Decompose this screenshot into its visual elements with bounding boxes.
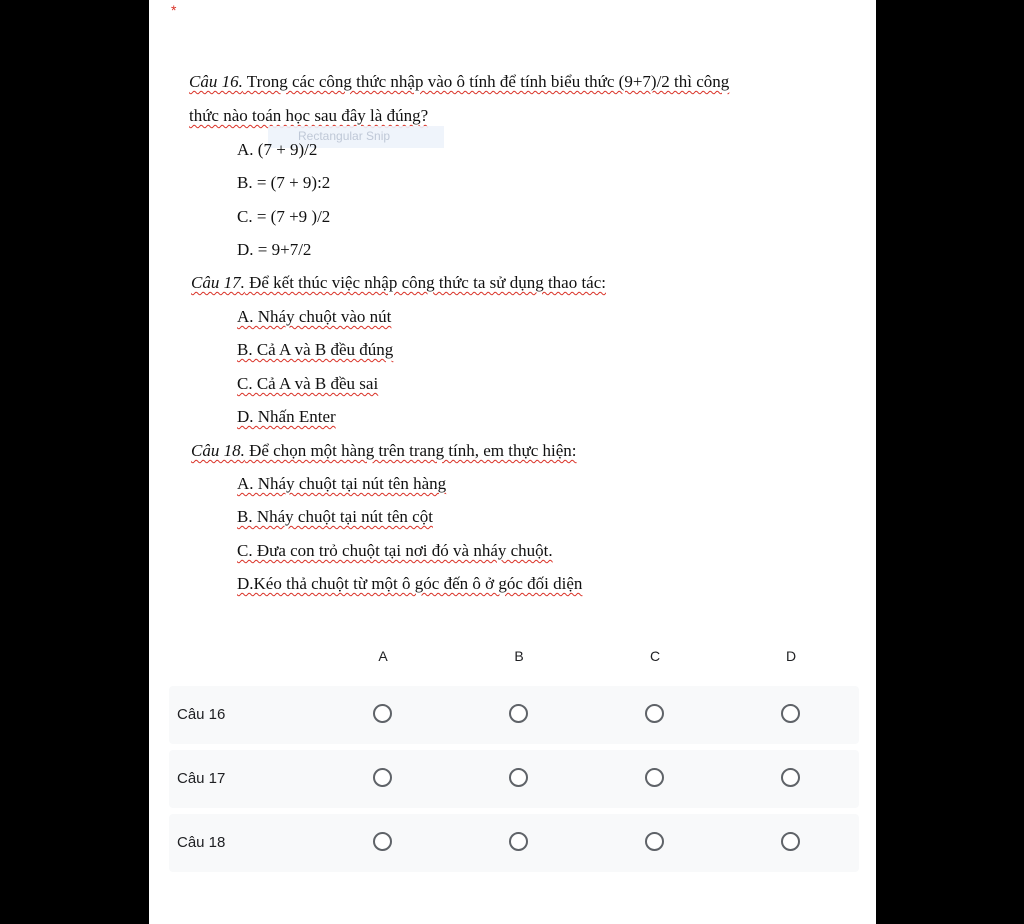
grid-row-label: Câu 17 (177, 770, 226, 787)
radio-cau-18-c[interactable] (645, 832, 664, 851)
column-header-b: B (514, 648, 524, 664)
question-17-option-d: D. Nhấn Enter (237, 407, 336, 426)
radio-cau-17-a[interactable] (373, 768, 392, 787)
grid-row-label: Câu 16 (177, 706, 226, 723)
question-image (149, 0, 876, 610)
radio-cau-18-d[interactable] (781, 832, 800, 851)
radio-cau-16-c[interactable] (645, 704, 664, 723)
question-17-option-c: C. Cả A và B đều sai (237, 374, 379, 393)
question-18-option-b: B. Nháy chuột tại nút tên cột (237, 507, 433, 526)
radio-cau-18-a[interactable] (373, 832, 392, 851)
grid-row-cau-17 (169, 750, 859, 808)
question-18-number: Câu 18. (191, 441, 245, 460)
question-16-title-line2: thức nào toán học sau đây là đúng? (189, 106, 429, 125)
radio-cau-16-b[interactable] (509, 704, 528, 723)
question-18-option-d: D.Kéo thả chuột từ một ô góc đến ô ở góc đối diện (237, 574, 583, 593)
required-asterisk: * (171, 2, 177, 18)
question-17-option-b: B. Cả A và B đều đúng (237, 340, 394, 359)
question-16-option-a: A. (7 + 9)/2 (237, 140, 318, 159)
radio-cau-17-c[interactable] (645, 768, 664, 787)
grid-row-label: Câu 18 (177, 834, 226, 851)
question-17-title: Câu 17. Để kết thúc việc nhập công thức ta sử dụng thao tác: (191, 273, 606, 292)
grid-row-cau-16 (169, 686, 859, 744)
radio-cau-18-b[interactable] (509, 832, 528, 851)
grid-row-cau-18 (169, 814, 859, 872)
question-16-title-line1: Câu 16. Trong các công thức nhập vào ô tính để tính biểu thức (9+7)/2 thì công (189, 72, 730, 91)
question-16-option-d: D. = 9+7/2 (237, 240, 312, 259)
rectangular-snip-tooltip: Rectangular Snip (268, 126, 444, 148)
radio-cau-16-a[interactable] (373, 704, 392, 723)
radio-cau-17-d[interactable] (781, 768, 800, 787)
question-16-option-b: B. = (7 + 9):2 (237, 173, 331, 192)
question-18-option-c: C. Đưa con trỏ chuột tại nơi đó và nháy chuột. (237, 541, 553, 560)
question-18-option-a: A. Nháy chuột tại nút tên hàng (237, 474, 447, 493)
column-header-d: D (785, 648, 797, 664)
radio-cau-17-b[interactable] (509, 768, 528, 787)
question-18-title: Câu 18. Để chọn một hàng trên trang tính, em thực hiện: (191, 441, 577, 460)
column-header-a: A (378, 648, 388, 664)
radio-cau-16-d[interactable] (781, 704, 800, 723)
question-17-option-a: A. Nháy chuột vào nút (237, 307, 392, 326)
column-header-c: C (649, 648, 661, 664)
question-17-number: Câu 17. (191, 273, 245, 292)
form-page (149, 0, 876, 924)
question-16-number: Câu 16. (189, 72, 243, 91)
question-16-option-c: C. = (7 +9 )/2 (237, 207, 331, 226)
